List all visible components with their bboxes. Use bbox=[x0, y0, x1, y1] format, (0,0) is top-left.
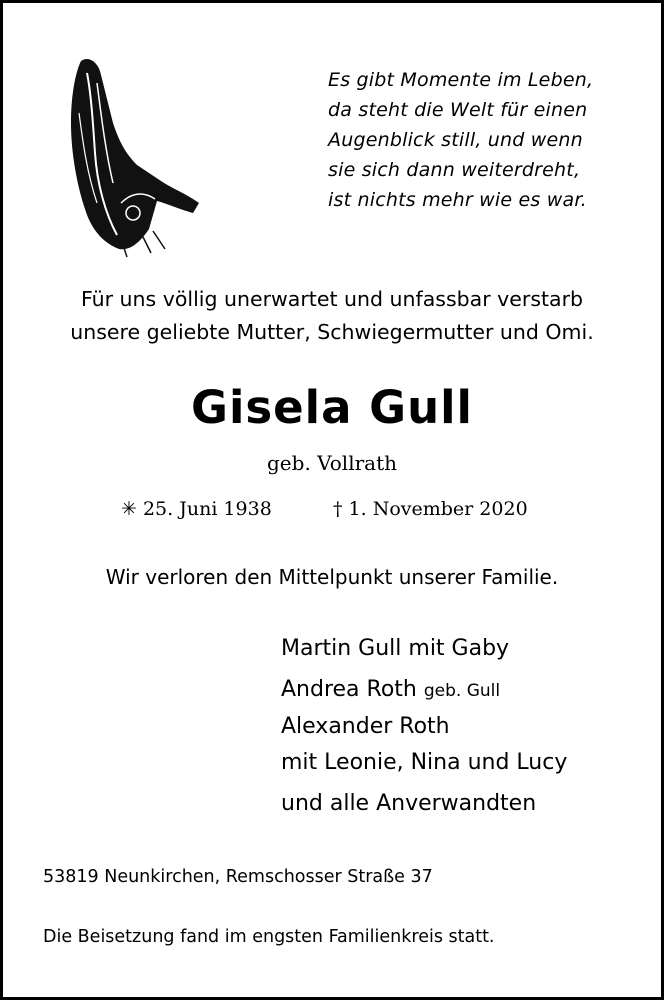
quote-line: Es gibt Momente im Leben, bbox=[328, 69, 594, 91]
mourner-line bbox=[281, 672, 567, 709]
mourner-line: Martin Gull mit Gaby bbox=[281, 636, 510, 661]
obituary-page bbox=[3, 3, 661, 997]
death-date-text: 1. November 2020 bbox=[348, 498, 528, 520]
loss-statement: Wir verloren den Mittelpunkt unserer Familie. bbox=[105, 565, 559, 589]
mourner-line: Alexander Roth bbox=[281, 714, 450, 739]
announcement-line: Für uns völlig unerwartet und unfassbar verstarb bbox=[80, 287, 584, 311]
mourner-line: und alle Anverwandten bbox=[281, 791, 537, 816]
announcement-line: unsere geliebte Mutter, Schwiegermutter und Omi. bbox=[70, 320, 594, 344]
quote-line: Augenblick still, und wenn bbox=[328, 129, 583, 151]
announcement-text bbox=[3, 283, 661, 349]
mourners-list bbox=[281, 631, 567, 822]
mourner-birth-note: geb. Gull bbox=[423, 681, 501, 701]
mourner-name: Andrea Roth bbox=[281, 677, 417, 702]
birth-name: geb. Vollrath bbox=[267, 451, 397, 475]
death-date bbox=[333, 498, 528, 520]
poem-quote bbox=[328, 65, 593, 215]
funeral-note: Die Beisetzung fand im engsten Familienkreis statt. bbox=[43, 927, 495, 947]
quote-line: da steht die Welt für einen bbox=[328, 99, 588, 121]
quote-line: ist nichts mehr wie es war. bbox=[328, 189, 587, 211]
birth-symbol-icon: ✳ bbox=[121, 498, 137, 520]
address: 53819 Neunkirchen, Remschosser Straße 37 bbox=[43, 867, 433, 887]
deceased-name: Gisela Gull bbox=[191, 381, 473, 434]
birth-date bbox=[121, 498, 272, 520]
cross-icon: † bbox=[333, 498, 343, 520]
mourner-line: mit Leonie, Nina und Lucy bbox=[281, 750, 568, 775]
quote-line: sie sich dann weiterdreht, bbox=[328, 159, 581, 181]
birth-date-text: 25. Juni 1938 bbox=[142, 498, 272, 520]
praying-hands-icon bbox=[61, 53, 211, 258]
